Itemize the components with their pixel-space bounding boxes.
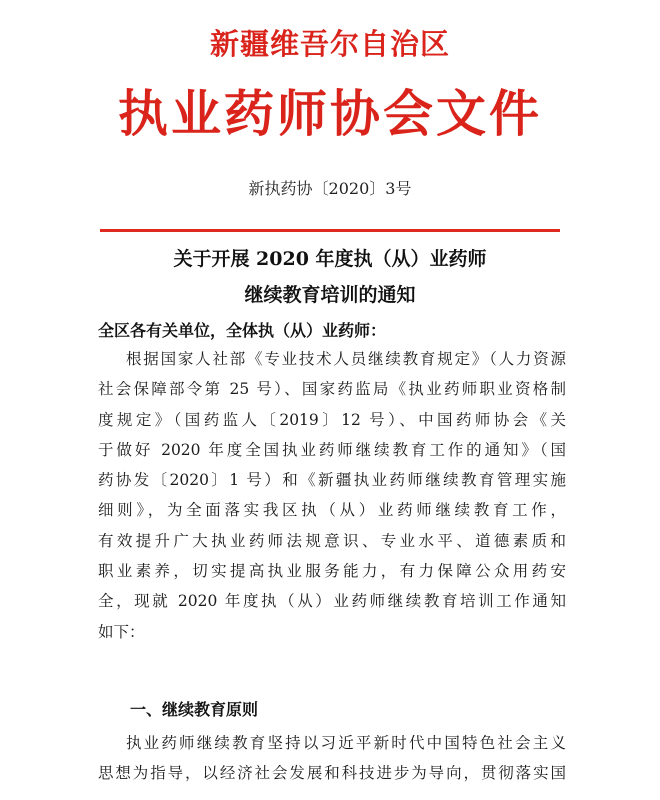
red-separator-rule bbox=[100, 229, 560, 232]
issuing-organization-region: 新疆维吾尔自治区 bbox=[209, 27, 450, 61]
paragraph-2-line: 执业药师继续教育坚持以习近平新时代中国特色社会主义 bbox=[126, 734, 566, 752]
paragraph-1-line: 社会保障部令第 25 号）、国家药监局《执业药师职业资格制 bbox=[98, 380, 566, 399]
paragraph-1-line: 有效提升广大执业药师法规意识、专业水平、道德素质和 bbox=[98, 531, 566, 550]
paragraph-1-line: 全，现就 2020 年度执（从）业药师继续教育培训工作通知 bbox=[98, 592, 566, 611]
paragraph-1-line: 药协发〔2020〕1 号）和《新疆执业药师继续教育管理实施 bbox=[98, 471, 566, 490]
paragraph-1-line: 度规定》（国药监人〔2019〕12 号）、中国药师协会《关 bbox=[98, 410, 566, 429]
paragraph-1-line: 细则》，为全面落实我区执（从）业药师继续教育工作， bbox=[98, 501, 566, 520]
paragraph-2-line: 思想为指导，以经济社会发展和科技进步为导向，贯彻落实国 bbox=[98, 764, 566, 783]
body-paragraph-1 bbox=[98, 344, 566, 647]
issuing-organization-document-title: 执业药师协会文件 bbox=[118, 84, 542, 143]
body-paragraph-2 bbox=[98, 728, 566, 789]
section-1-heading: 一、继续教育原则 bbox=[130, 700, 259, 719]
paragraph-1-line: 职业素养，切实提高执业服务能力，有力保障公众用药安 bbox=[98, 562, 566, 581]
paragraph-1-line: 根据国家人社部《专业技术人员继续教育规定》（人力资源 bbox=[126, 350, 566, 368]
paragraph-1-line: 于做好 2020 年度全国执业药师继续教育工作的通知》（国 bbox=[98, 440, 566, 459]
notice-title-line-1: 关于开展 2020 年度执（从）业药师 bbox=[173, 248, 487, 270]
paragraph-1-line: 如下： bbox=[98, 622, 145, 641]
notice-title-line-2: 继续教育培训的通知 bbox=[244, 284, 416, 306]
salutation: 全区各有关单位，全体执（从）业药师： bbox=[98, 321, 387, 340]
document-number: 新执药协〔2020〕3号 bbox=[248, 179, 412, 198]
